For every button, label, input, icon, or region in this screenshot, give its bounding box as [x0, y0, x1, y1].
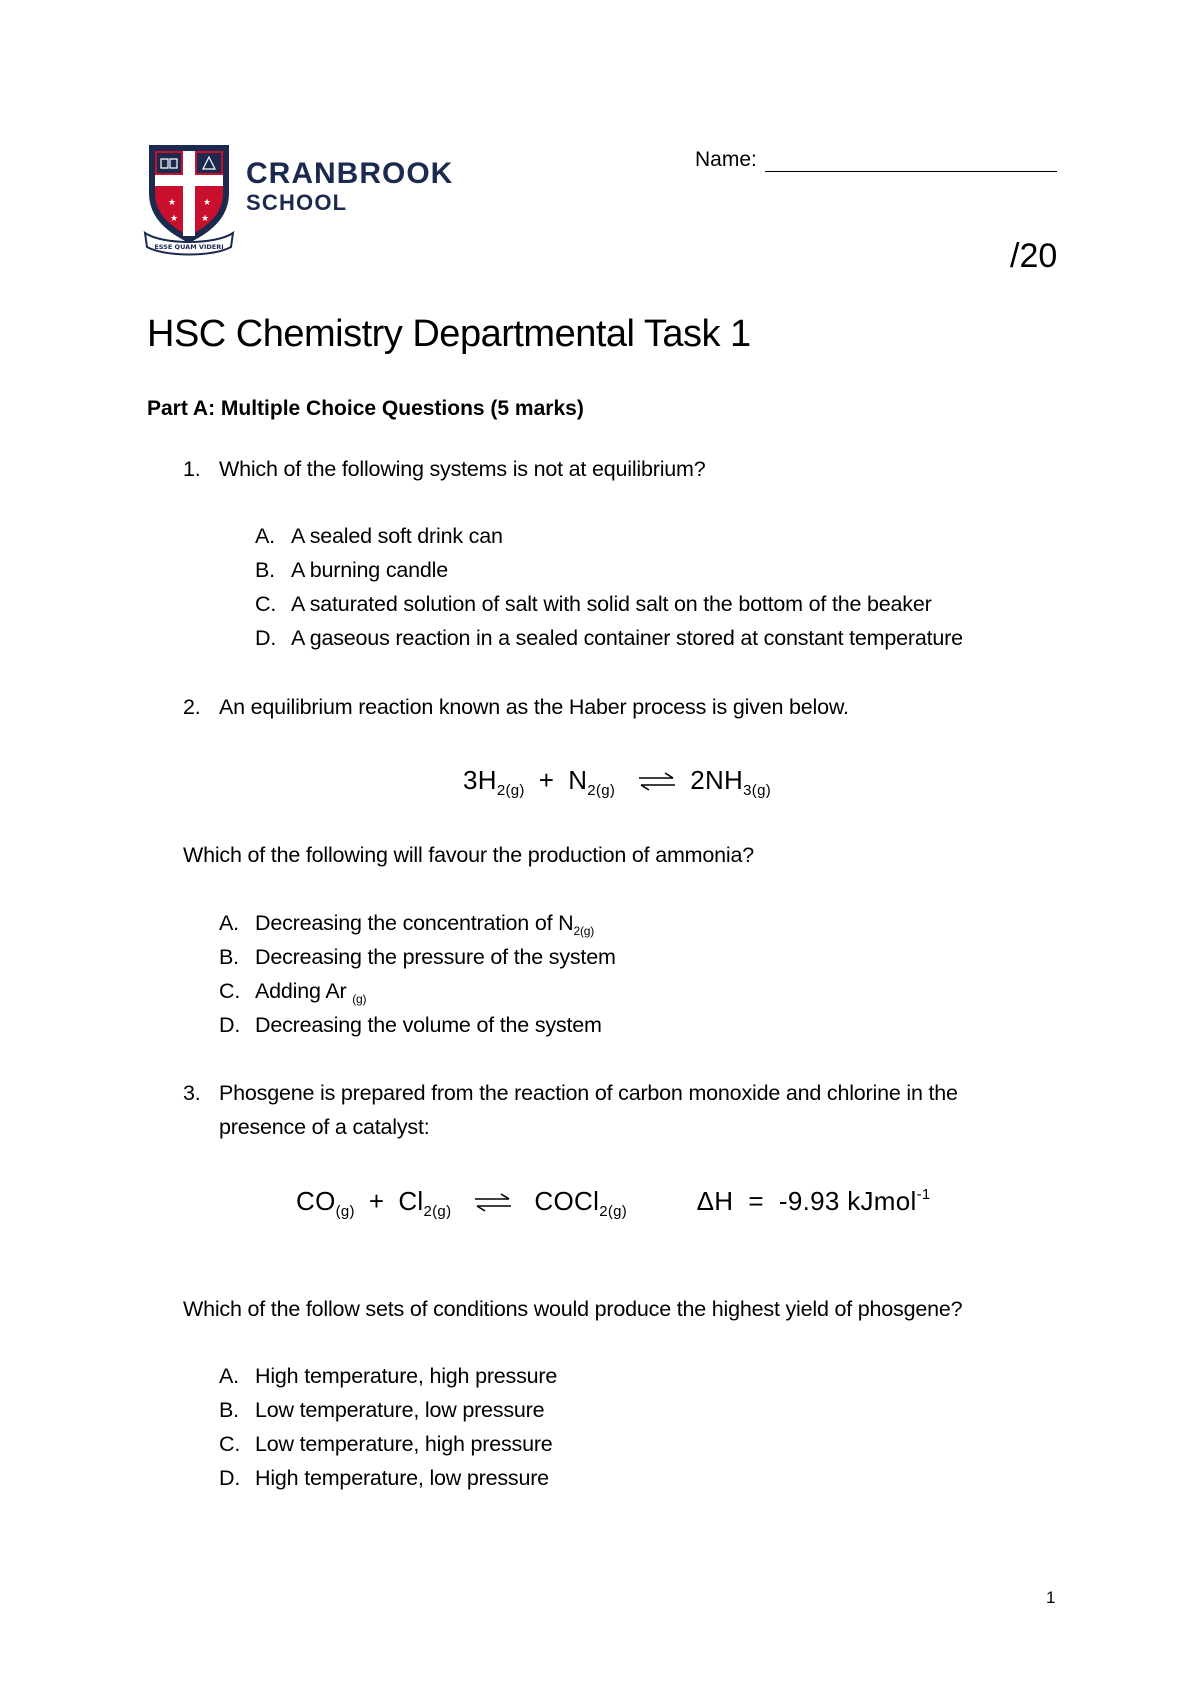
eq-reactant-2: N [568, 765, 588, 795]
option-letter: A. [255, 524, 275, 548]
school-crest-logo [143, 141, 235, 261]
name-field-line[interactable] [765, 171, 1057, 172]
q2-text: An equilibrium reaction known as the Haber process is given below. [219, 695, 849, 719]
q3-option-a[interactable] [219, 1364, 557, 1389]
option-text: A burning candle [291, 558, 448, 582]
school-name-line2: SCHOOL [246, 190, 348, 215]
q1-option-c[interactable] [255, 592, 932, 617]
q1-number: 1. [183, 457, 201, 481]
enthalpy-unit-exponent: -1 [916, 1186, 931, 1203]
option-text: Low temperature, high pressure [255, 1432, 553, 1456]
eq-product: COCl [534, 1186, 600, 1216]
q2-option-c[interactable] [219, 979, 366, 1006]
q3-option-b[interactable] [219, 1398, 544, 1423]
eq-plus: + [538, 765, 555, 795]
school-name [246, 159, 453, 214]
total-marks: /20 [1010, 237, 1058, 275]
q3-option-c[interactable] [219, 1432, 553, 1457]
option-subscript: (g) [352, 992, 367, 1006]
svg-text:★: ★ [203, 198, 212, 208]
option-letter: A. [219, 1364, 239, 1388]
eq-reactant-1-state: 2(g) [496, 782, 525, 799]
q3-option-d[interactable] [219, 1466, 549, 1491]
option-text: A gaseous reaction in a sealed container stored at constant temperature [291, 626, 963, 650]
eq-product-state: 3(g) [743, 782, 772, 799]
school-name-line1: CRANBROOK [246, 157, 454, 190]
option-letter: D. [219, 1466, 241, 1490]
option-letter: C. [219, 1432, 241, 1456]
q3-text-line1: Phosgene is prepared from the reaction of carbon monoxide and chlorine in the [219, 1081, 958, 1105]
option-text: A sealed soft drink can [291, 524, 503, 548]
equilibrium-arrow-icon [637, 771, 677, 793]
eq-reactant-2-state: 2(g) [587, 782, 616, 799]
q3-number: 3. [183, 1081, 201, 1105]
option-text: Low temperature, low pressure [255, 1398, 545, 1422]
enthalpy-change: ΔH = -9.93 kJmol [696, 1186, 917, 1216]
q2-option-a[interactable] [219, 911, 594, 938]
eq-reactant-2-state: 2(g) [423, 1203, 452, 1220]
q2-option-b[interactable] [219, 945, 616, 970]
eq-product: 2NH [690, 765, 744, 795]
option-text: High temperature, low pressure [255, 1466, 549, 1490]
svg-text:★: ★ [201, 214, 210, 224]
option-subscript: 2(g) [573, 924, 595, 938]
q3-question: Which of the follow sets of conditions would produce the highest yield of phosgene? [183, 1297, 963, 1321]
q2-question: Which of the following will favour the production of ammonia? [183, 843, 754, 867]
option-letter: B. [219, 945, 239, 969]
option-letter: A. [219, 911, 239, 935]
option-text: Decreasing the pressure of the system [255, 945, 616, 969]
q2-option-d[interactable] [219, 1013, 602, 1038]
option-text: High temperature, high pressure [255, 1364, 558, 1388]
option-text: Decreasing the volume of the system [255, 1013, 602, 1037]
svg-text:★: ★ [170, 214, 179, 224]
option-letter: D. [219, 1013, 241, 1037]
option-letter: C. [255, 592, 277, 616]
eq-reactant-2: Cl [398, 1186, 424, 1216]
svg-text:ESSE QUAM VIDERI: ESSE QUAM VIDERI [154, 243, 224, 251]
eq-reactant-1: 3H [463, 765, 497, 795]
phosgene-equation [296, 1186, 931, 1220]
eq-plus: + [368, 1186, 385, 1216]
haber-equation [463, 765, 771, 799]
q3-text-line2: presence of a catalyst: [219, 1115, 430, 1139]
svg-text:★: ★ [168, 198, 177, 208]
option-letter: C. [219, 979, 241, 1003]
option-letter: D. [255, 626, 277, 650]
option-text: Decreasing the concentration of N [255, 911, 574, 935]
option-text: Adding Ar [255, 979, 347, 1003]
eq-product-state: 2(g) [599, 1203, 628, 1220]
equilibrium-arrow-icon [473, 1192, 513, 1214]
eq-reactant-1-state: (g) [335, 1203, 355, 1220]
q1-option-d[interactable] [255, 626, 963, 651]
q1-option-a[interactable] [255, 524, 503, 549]
q2-number: 2. [183, 695, 201, 719]
name-label: Name: [695, 148, 757, 171]
q1-text: Which of the following systems is not at equilibrium? [219, 457, 706, 481]
page-number: 1 [1046, 1588, 1056, 1607]
section-heading: Part A: Multiple Choice Questions (5 marks) [147, 397, 584, 420]
option-text: A saturated solution of salt with solid salt on the bottom of the beaker [291, 592, 932, 616]
eq-reactant-1: CO [296, 1186, 336, 1216]
page-title: HSC Chemistry Departmental Task 1 [147, 313, 751, 355]
option-letter: B. [219, 1398, 239, 1422]
option-letter: B. [255, 558, 275, 582]
q1-option-b[interactable] [255, 558, 448, 583]
